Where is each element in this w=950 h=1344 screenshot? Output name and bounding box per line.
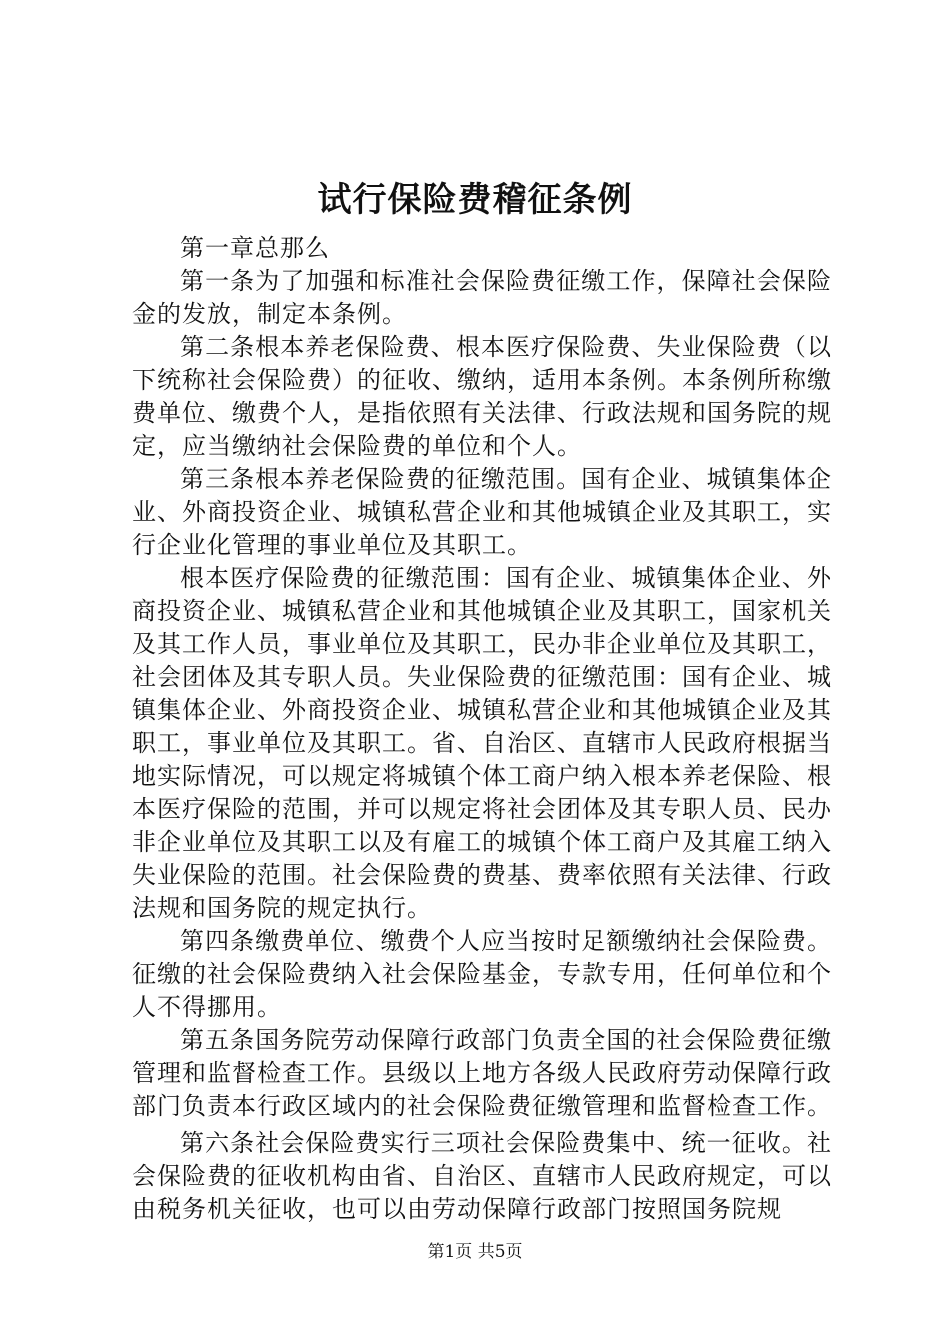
article-1-paragraph: 第一条为了加强和标准社会保险费征缴工作，保障社会保险金的发放，制定本条例。 xyxy=(132,267,832,328)
medical-insurance-scope-paragraph: 根本医疗保险费的征缴范围：国有企业、城镇集体企业、外商投资企业、城镇私营企业和其他城镇企业及其职工，国家机关及其工作人员，事业单位及其职工，民办非企业单位及其职工，社会团体及其专职人员。失业保险费的征缴范围：国有企业、城镇集体企业、外商投资企业、城镇私营企业和其他城镇企业及其职工，事业单位及其职工。省、自治区、直辖市人民政府根据当地实际情况，可以规定将城镇个体工商户纳入根本养老保险、根本医疗保险的范围，并可以规定将社会团体及其专职人员、民办非企业单位及其职工以及有雇工的城镇个体工商户及其雇工纳入失业保险的范围。社会保险费的费基、费率依照有关法律、行政法规和国务院的规定执行。 xyxy=(132,564,832,922)
article-5-paragraph: 第五条国务院劳动保障行政部门负责全国的社会保险费征缴管理和监督检查工作。县级以上地方各级人民政府劳动保障行政部门负责本行政区域内的社会保险费征缴管理和监督检查工作。 xyxy=(132,1026,832,1120)
page-number-footer: 第1页 共5页 xyxy=(427,1242,523,1262)
article-4-paragraph: 第四条缴费单位、缴费个人应当按时足额缴纳社会保险费。征缴的社会保险费纳入社会保险基金，专款专用，任何单位和个人不得挪用。 xyxy=(132,927,832,1021)
article-6-paragraph: 第六条社会保险费实行三项社会保险费集中、统一征收。社会保险费的征收机构由省、自治区、直辖市人民政府规定，可以由税务机关征收，也可以由劳动保障行政部门按照国务院规 xyxy=(132,1129,832,1223)
article-2-paragraph: 第二条根本养老保险费、根本医疗保险费、失业保险费（以下统称社会保险费）的征收、缴纳，适用本条例。本条例所称缴费单位、缴费个人，是指依照有关法律、行政法规和国务院的规定，应当缴纳社会保险费的单位和个人。 xyxy=(132,333,832,460)
document-title: 试行保险费稽征条例 xyxy=(317,180,633,220)
article-3-paragraph: 第三条根本养老保险费的征缴范围。国有企业、城镇集体企业、外商投资企业、城镇私营企业和其他城镇企业及其职工，实行企业化管理的事业单位及其职工。 xyxy=(132,465,832,559)
document-body xyxy=(132,232,832,1226)
chapter-heading: 第一章总那么 xyxy=(180,234,330,262)
